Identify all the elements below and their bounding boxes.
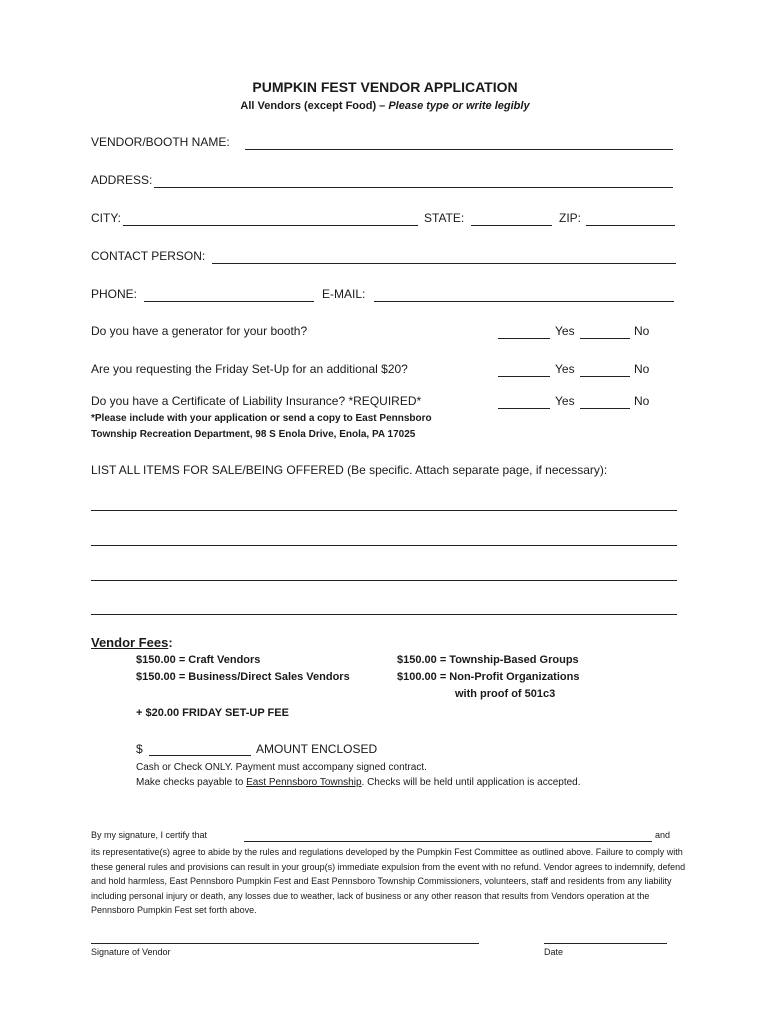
legal-text: its representative(s) agree to abide by the rules and regulations developed by the Pumpkin Fest Committee as outlined above. Failure to comply with these general rules and provisions can result in your group(s) immediate expulsion from the event with no refund. Vendor agrees to indemnify, defend and hold harmless, East Pennsboro Pumpkin Fest and East Pennsboro Township Commissioners, volunteers, staff and residents from any liability including personal injury or death, any losses due to weather, lack of business or any other reason that results from Vendors operation at the Pennsboro Pumpkin Fest set forth above. [91, 847, 686, 915]
date-field[interactable] [544, 943, 667, 944]
items-line-1[interactable] [91, 510, 677, 511]
items-line-4[interactable] [91, 614, 677, 615]
dollar-sign: $ [136, 742, 143, 756]
fee-nonprofit-proof: with proof of 501c3 [455, 688, 556, 700]
email-label: E-MAIL: [322, 287, 366, 301]
fee-nonprofit: $100.00 = Non-Profit Organizations [397, 671, 580, 683]
city-label: CITY: [91, 211, 122, 225]
insurance-note-line-2: Township Recreation Department, 98 S Enola Drive, Enola, PA 17025 [91, 429, 416, 440]
insurance-note [91, 411, 432, 443]
fee-friday: + $20.00 FRIDAY SET-UP FEE [136, 707, 289, 719]
amount-enclosed-label: AMOUNT ENCLOSED [256, 742, 378, 756]
friday-setup-no-blank[interactable] [580, 376, 630, 377]
items-label: LIST ALL ITEMS FOR SALE/BEING OFFERED (Be specific. Attach separate page, if necessary): [91, 463, 608, 477]
insurance-yes-label: Yes [555, 394, 575, 408]
insurance-yes-blank[interactable] [498, 408, 550, 409]
zip-field[interactable] [586, 225, 675, 226]
fee-business: $150.00 = Business/Direct Sales Vendors [136, 671, 350, 683]
payment-note-2-pre: Make checks payable to [136, 777, 247, 788]
vendor-signature-field[interactable] [91, 943, 479, 944]
items-line-3[interactable] [91, 580, 677, 581]
phone-field[interactable] [144, 301, 314, 302]
page-subtitle [0, 100, 770, 112]
generator-no-blank[interactable] [580, 338, 630, 339]
state-label: STATE: [424, 211, 465, 225]
contact-person-field[interactable] [212, 263, 676, 264]
generator-yes-blank[interactable] [498, 338, 550, 339]
friday-setup-no-label: No [634, 362, 650, 376]
certify-post: and [655, 830, 671, 840]
address-field[interactable] [154, 187, 673, 188]
payment-note-2 [136, 777, 581, 788]
payable-to-link: East Pennsboro Township [246, 777, 362, 788]
page-title: PUMPKIN FEST VENDOR APPLICATION [252, 79, 518, 95]
payment-note-2-post: . Checks will be held until application is accepted. [361, 777, 581, 788]
friday-setup-yes-label: Yes [555, 362, 575, 376]
certify-pre: By my signature, I certify that [91, 830, 208, 840]
subtitle-italic: Please type or write legibly [388, 100, 530, 112]
subtitle-bold: All Vendors (except Food) – [240, 100, 389, 112]
city-field[interactable] [123, 225, 418, 226]
insurance-no-blank[interactable] [580, 408, 630, 409]
email-field[interactable] [374, 301, 674, 302]
amount-field[interactable] [149, 755, 251, 756]
zip-label: ZIP: [559, 211, 582, 225]
generator-question: Do you have a generator for your booth? [91, 324, 308, 338]
vendor-fees-colon: : [168, 635, 173, 650]
friday-setup-yes-blank[interactable] [498, 376, 550, 377]
phone-label: PHONE: [91, 287, 138, 301]
insurance-no-label: No [634, 394, 650, 408]
insurance-question: Do you have a Certificate of Liability Insurance? *REQUIRED* [91, 394, 422, 408]
vendor-fees-heading [91, 635, 173, 650]
contact-person-label: CONTACT PERSON: [91, 249, 206, 263]
vendor-booth-name-field[interactable] [245, 149, 673, 150]
generator-yes-label: Yes [555, 324, 575, 338]
date-label: Date [544, 947, 564, 957]
payment-note-1: Cash or Check ONLY. Payment must accompany signed contract. [136, 762, 427, 773]
certify-name-field[interactable] [244, 841, 652, 842]
state-field[interactable] [471, 225, 552, 226]
fee-township: $150.00 = Township-Based Groups [397, 654, 579, 666]
vendor-signature-label: Signature of Vendor [91, 947, 171, 957]
friday-setup-question: Are you requesting the Friday Set-Up for an additional $20? [91, 362, 408, 376]
vendor-fees-title: Vendor Fees [91, 635, 169, 650]
generator-no-label: No [634, 324, 650, 338]
items-line-2[interactable] [91, 545, 677, 546]
vendor-booth-name-label: VENDOR/BOOTH NAME: [91, 135, 230, 149]
fee-craft: $150.00 = Craft Vendors [136, 654, 261, 666]
insurance-note-line-1: *Please include with your application or send a copy to East Pennsboro [91, 413, 432, 424]
address-label: ADDRESS: [91, 173, 153, 187]
